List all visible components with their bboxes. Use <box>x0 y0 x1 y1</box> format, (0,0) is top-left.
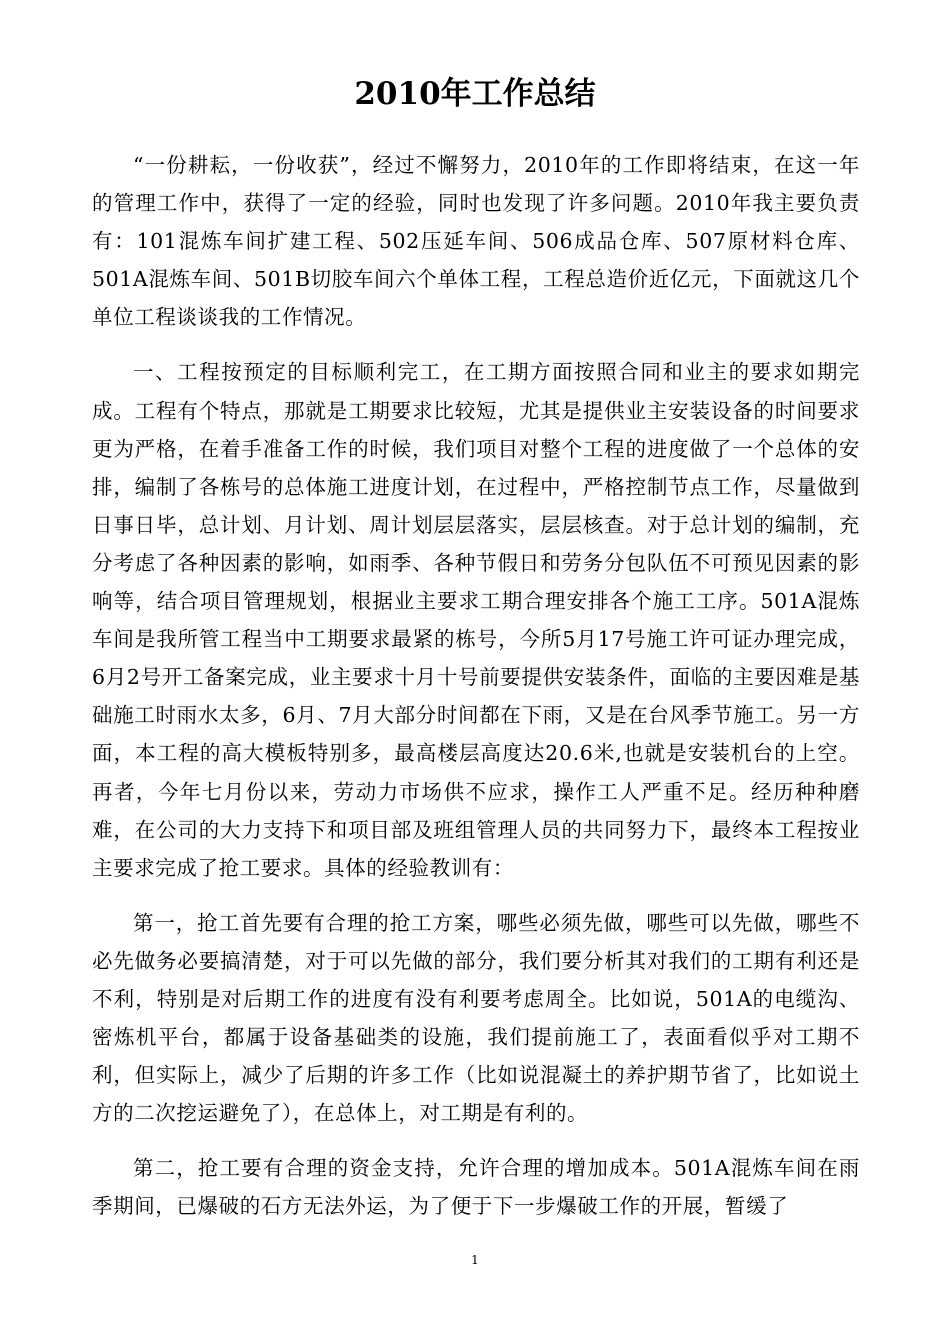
paragraph-lesson-second: 第二，抢工要有合理的资金支持，允许合理的增加成本。501A混炼车间在雨季期间，已爆破的石方无法外运，为了便于下一步爆破工作的开展，暂缓了 <box>92 1156 860 1219</box>
paragraph-intro: “一份耕耘，一份收获”，经过不懈努力，2010年的工作即将结束，在这一年的管理工作中，获得了一定的经验，同时也发现了许多问题。2010年我主要负责有：101混炼车间扩建工程、502压延车间、506成品仓库、507原材料仓库、501A混炼车间、501B切胶车间六个单体工程，工程总造价近亿元，下面就这几个单位工程谈谈我的工作情况。 <box>92 153 860 330</box>
document-title: 2010年工作总结 <box>354 76 596 112</box>
paragraph-lesson-first: 第一，抢工首先要有合理的抢工方案，哪些必须先做，哪些可以先做，哪些不必先做务必要搞清楚，对于可以先做的部分，我们要分析其对我们的工期有利还是不利，特别是对后期工作的进度有没有利要考虑周全。比如说，501A的电缆沟、密炼机平台，都属于设备基础类的设施，我们提前施工了，表面看似乎对工期不利，但实际上，减少了后期的许多工作（比如说混凝土的养护期节省了，比如说土方的二次挖运避免了），在总体上，对工期是有利的。 <box>92 910 860 1126</box>
document-body <box>92 146 860 1226</box>
paragraph-section-one: 一、工程按预定的目标顺利完工，在工期方面按照合同和业主的要求如期完成。工程有个特点，那就是工期要求比较短，尤其是提供业主安装设备的时间要求更为严格，在着手准备工作的时候，我们项目对整个工程的进度做了一个总体的安排，编制了各栋号的总体施工进度计划，在过程中，严格控制节点工作，尽量做到日事日毕，总计划、月计划、周计划层层落实，层层核查。对于总计划的编制，充分考虑了各种因素的影响，如雨季、各种节假日和劳务分包队伍不可预见因素的影响等，结合项目管理规划，根据业主要求工期合理安排各个施工工序。501A混炼车间是我所管工程当中工期要求最紧的栋号，今所5月17号施工许可证办理完成，6月2号开工备案完成，业主要求十月十号前要提供安装条件，面临的主要因难是基础施工时雨水太多，6月、7月大部分时间都在下雨，又是在台风季节施工。另一方面，本工程的高大模板特别多，最高楼层高度达20.6米,也就是安装机台的上空。再者，今年七月份以来，劳动力市场供不应求，操作工人严重不足。经历种种磨难，在公司的大力支持下和项目部及班组管理人员的共同努力下，最终本工程按业主要求完成了抢工要求。具体的经验教训有： <box>92 360 860 880</box>
page-number: 1 <box>471 1253 479 1267</box>
